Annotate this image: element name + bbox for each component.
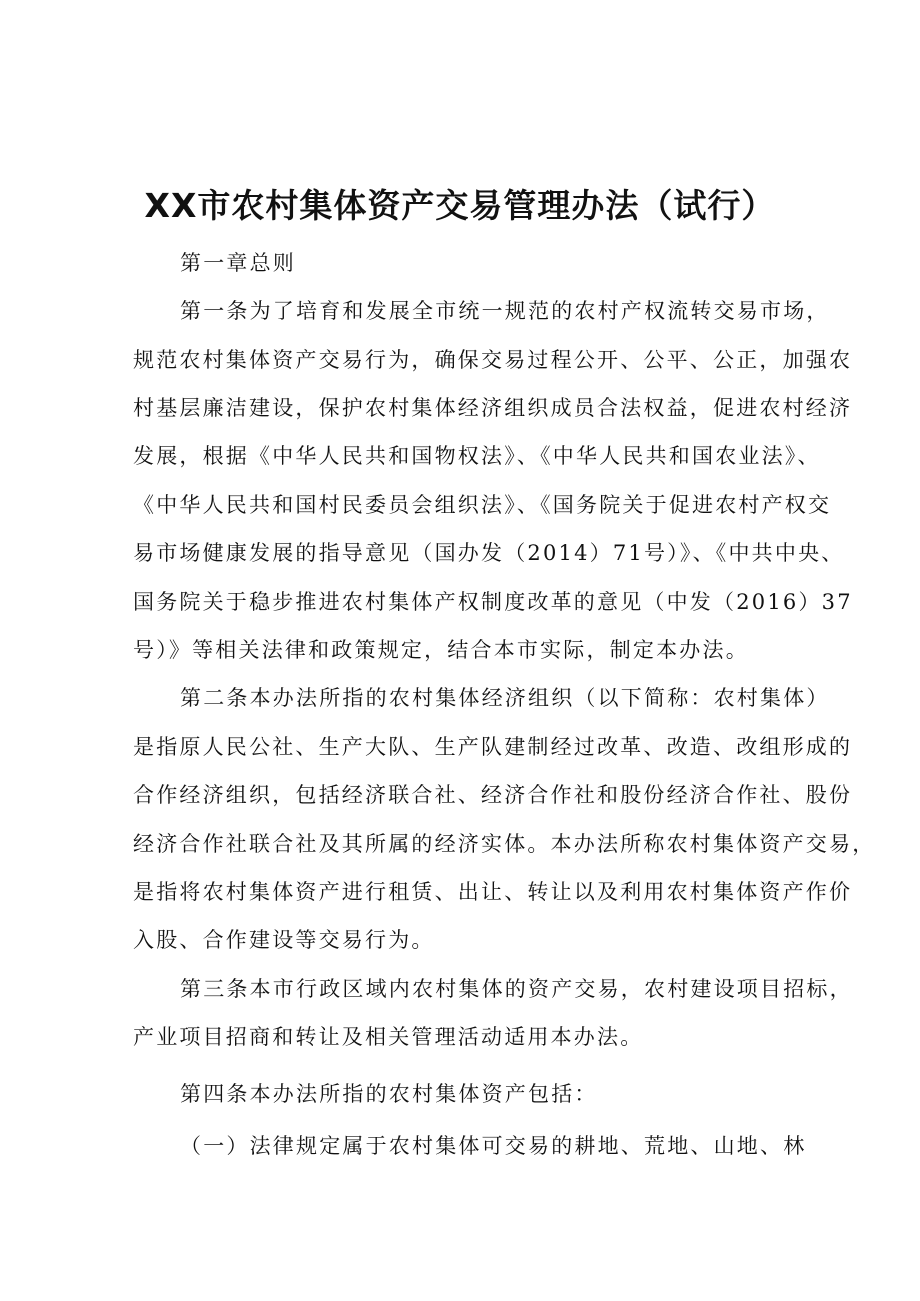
paragraph-line: 是指将农村集体资产进行租赁、出让、转让以及利用农村集体资产作价 bbox=[133, 880, 853, 904]
paragraph-line: 村基层廉洁建设，保护农村集体经济组织成员合法权益，促进农村经济 bbox=[133, 396, 853, 420]
paragraph-line: 第四条本办法所指的农村集体资产包括： bbox=[180, 1082, 598, 1106]
paragraph-line: 《中华人民共和国村民委员会组织法》、《国务院关于促进农村产权交 bbox=[133, 493, 832, 517]
paragraph-line: （一）法律规定属于农村集体可交易的耕地、荒地、山地、林 bbox=[180, 1134, 807, 1158]
paragraph-line: 第三条本市行政区域内农村集体的资产交易，农村建设项目招标， bbox=[180, 977, 853, 1001]
paragraph-line: 合作经济组织，包括经济联合社、经济合作社和股份经济合作社、股份 bbox=[133, 783, 853, 807]
paragraph-line: 国务院关于稳步推进农村集体产权制度改革的意见（中发（2016）37 bbox=[133, 590, 853, 614]
paragraph-line: 易市场健康发展的指导意见（国办发（2014）71号）》、《中共中央、 bbox=[133, 541, 845, 565]
paragraph-line: 规范农村集体资产交易行为，确保交易过程公开、公平、公正，加强农 bbox=[133, 348, 853, 372]
paragraph-line: 第一条为了培育和发展全市统一规范的农村产权流转交易市场， bbox=[180, 299, 830, 323]
paragraph-line: 号）》等相关法律和政策规定，结合本市实际，制定本办法。 bbox=[133, 638, 749, 662]
paragraph-line: 产业项目招商和转让及相关管理活动适用本办法。 bbox=[133, 1025, 644, 1049]
paragraph-line: 发展，根据《中华人民共和国物权法》、《中华人民共和国农业法》、 bbox=[133, 444, 821, 468]
chapter-heading: 第一章总则 bbox=[180, 251, 296, 275]
document-title: XX市农村集体资产交易管理办法（试行） bbox=[144, 186, 776, 225]
paragraph-line: 是指原人民公社、生产大队、生产队建制经过改革、改造、改组形成的 bbox=[133, 735, 853, 759]
paragraph-line: 入股、合作建设等交易行为。 bbox=[133, 928, 435, 952]
paragraph-line: 第二条本办法所指的农村集体经济组织（以下简称：农村集体） bbox=[180, 686, 830, 710]
paragraph-line: 经济合作社联合社及其所属的经济实体。本办法所称农村集体资产交易， bbox=[133, 832, 876, 856]
